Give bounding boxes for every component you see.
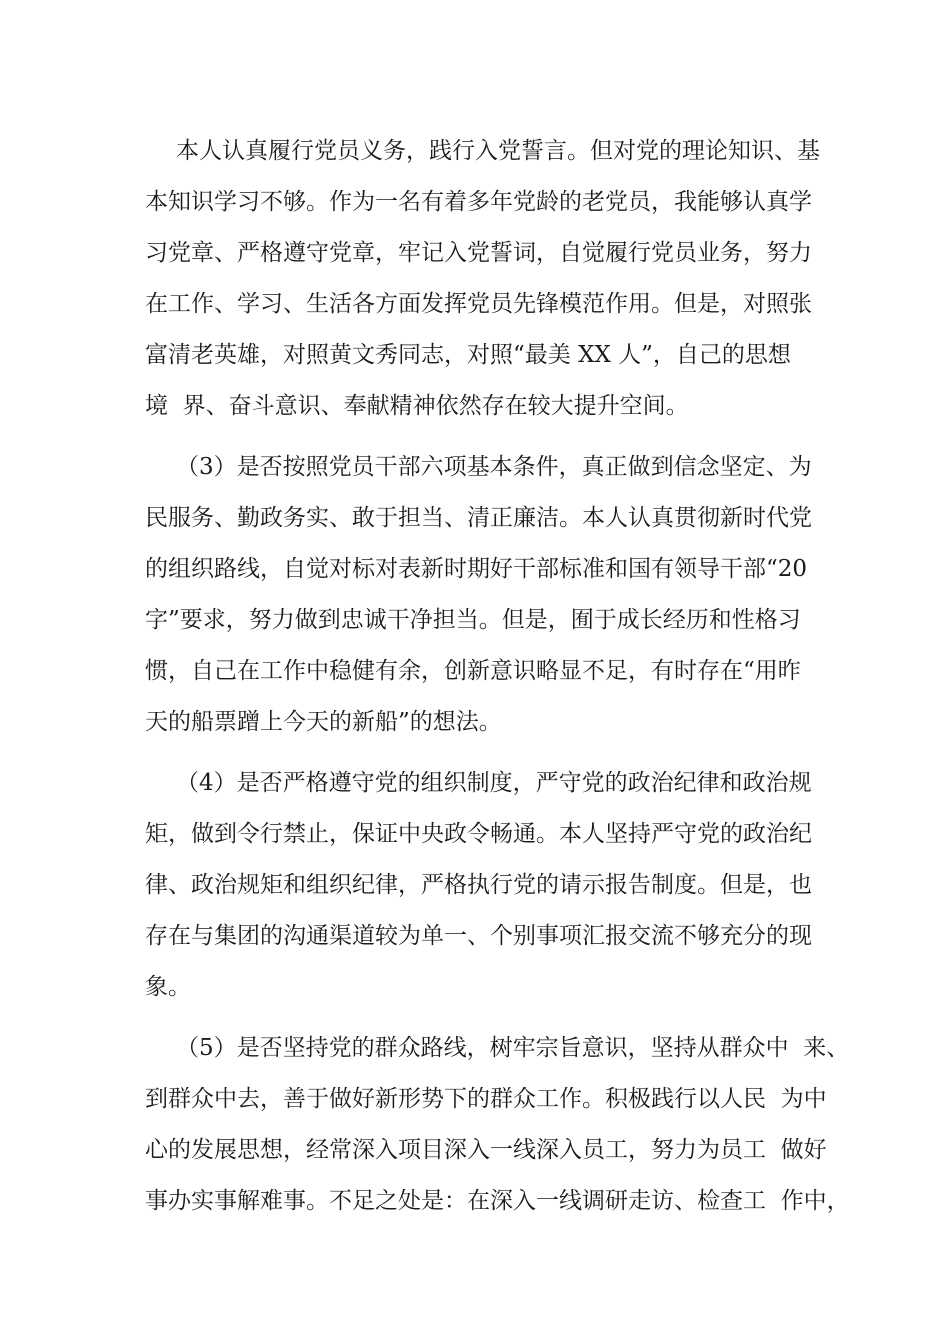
text-line: （5）是否坚持党的群众路线，树牢宗旨意识，坚持从群众中 来、 xyxy=(176,1035,850,1061)
text-line: 心的发展思想，经常深入项目深入一线深入员工，努力为员工 做好 xyxy=(145,1137,827,1163)
text-line: 本人认真履行党员义务，践行入党誓言。但对党的理论知识、基 xyxy=(176,138,820,164)
text-line: 在工作、学习、生活各方面发挥党员先锋模范作用。但是，对照张 xyxy=(145,291,812,317)
text-line: 字”要求，努力做到忠诚干净担当。但是，囿于成长经历和性格习 xyxy=(145,607,801,633)
text-line: 到群众中去，善于做好新形势下的群众工作。积极践行以人民 为中 xyxy=(145,1086,827,1112)
text-line: （3）是否按照党员干部六项基本条件，真正做到信念坚定、为 xyxy=(176,454,812,480)
text-line: 富清老英雄，对照黄文秀同志，对照“最美 XX 人”，自己的思想 xyxy=(145,342,791,368)
text-line: 存在与集团的沟通渠道较为单一、个别事项汇报交流不够充分的现 xyxy=(145,923,812,949)
text-line: 习党章、严格遵守党章，牢记入党誓词，自觉履行党员业务，努力 xyxy=(145,240,812,266)
text-line: 民服务、勤政务实、敢于担当、清正廉洁。本人认真贯彻新时代党 xyxy=(145,505,812,531)
text-line: 律、政治规矩和组织纪律，严格执行党的请示报告制度。但是，也 xyxy=(145,872,812,898)
text-line: 的组织路线，自觉对标对表新时期好干部标准和国有领导干部“20 xyxy=(145,556,808,582)
text-line: 矩，做到令行禁止，保证中央政令畅通。本人坚持严守党的政治纪 xyxy=(145,821,812,847)
text-line: 事办实事解难事。不足之处是：在深入一线调研走访、检查工 作中， xyxy=(145,1188,850,1214)
text-line: 惯，自己在工作中稳健有余，创新意识略显不足，有时存在“用昨 xyxy=(145,658,801,684)
text-line: 象。 xyxy=(145,974,191,1000)
text-line: （4）是否严格遵守党的组织制度，严守党的政治纪律和政治规 xyxy=(176,770,812,796)
text-line: 本知识学习不够。作为一名有着多年党龄的老党员，我能够认真学 xyxy=(145,189,812,215)
text-line: 境 界、奋斗意识、奉献精神依然存在较大提升空间。 xyxy=(145,393,689,419)
text-line: 天的船票蹭上今天的新船”的想法。 xyxy=(145,709,502,735)
